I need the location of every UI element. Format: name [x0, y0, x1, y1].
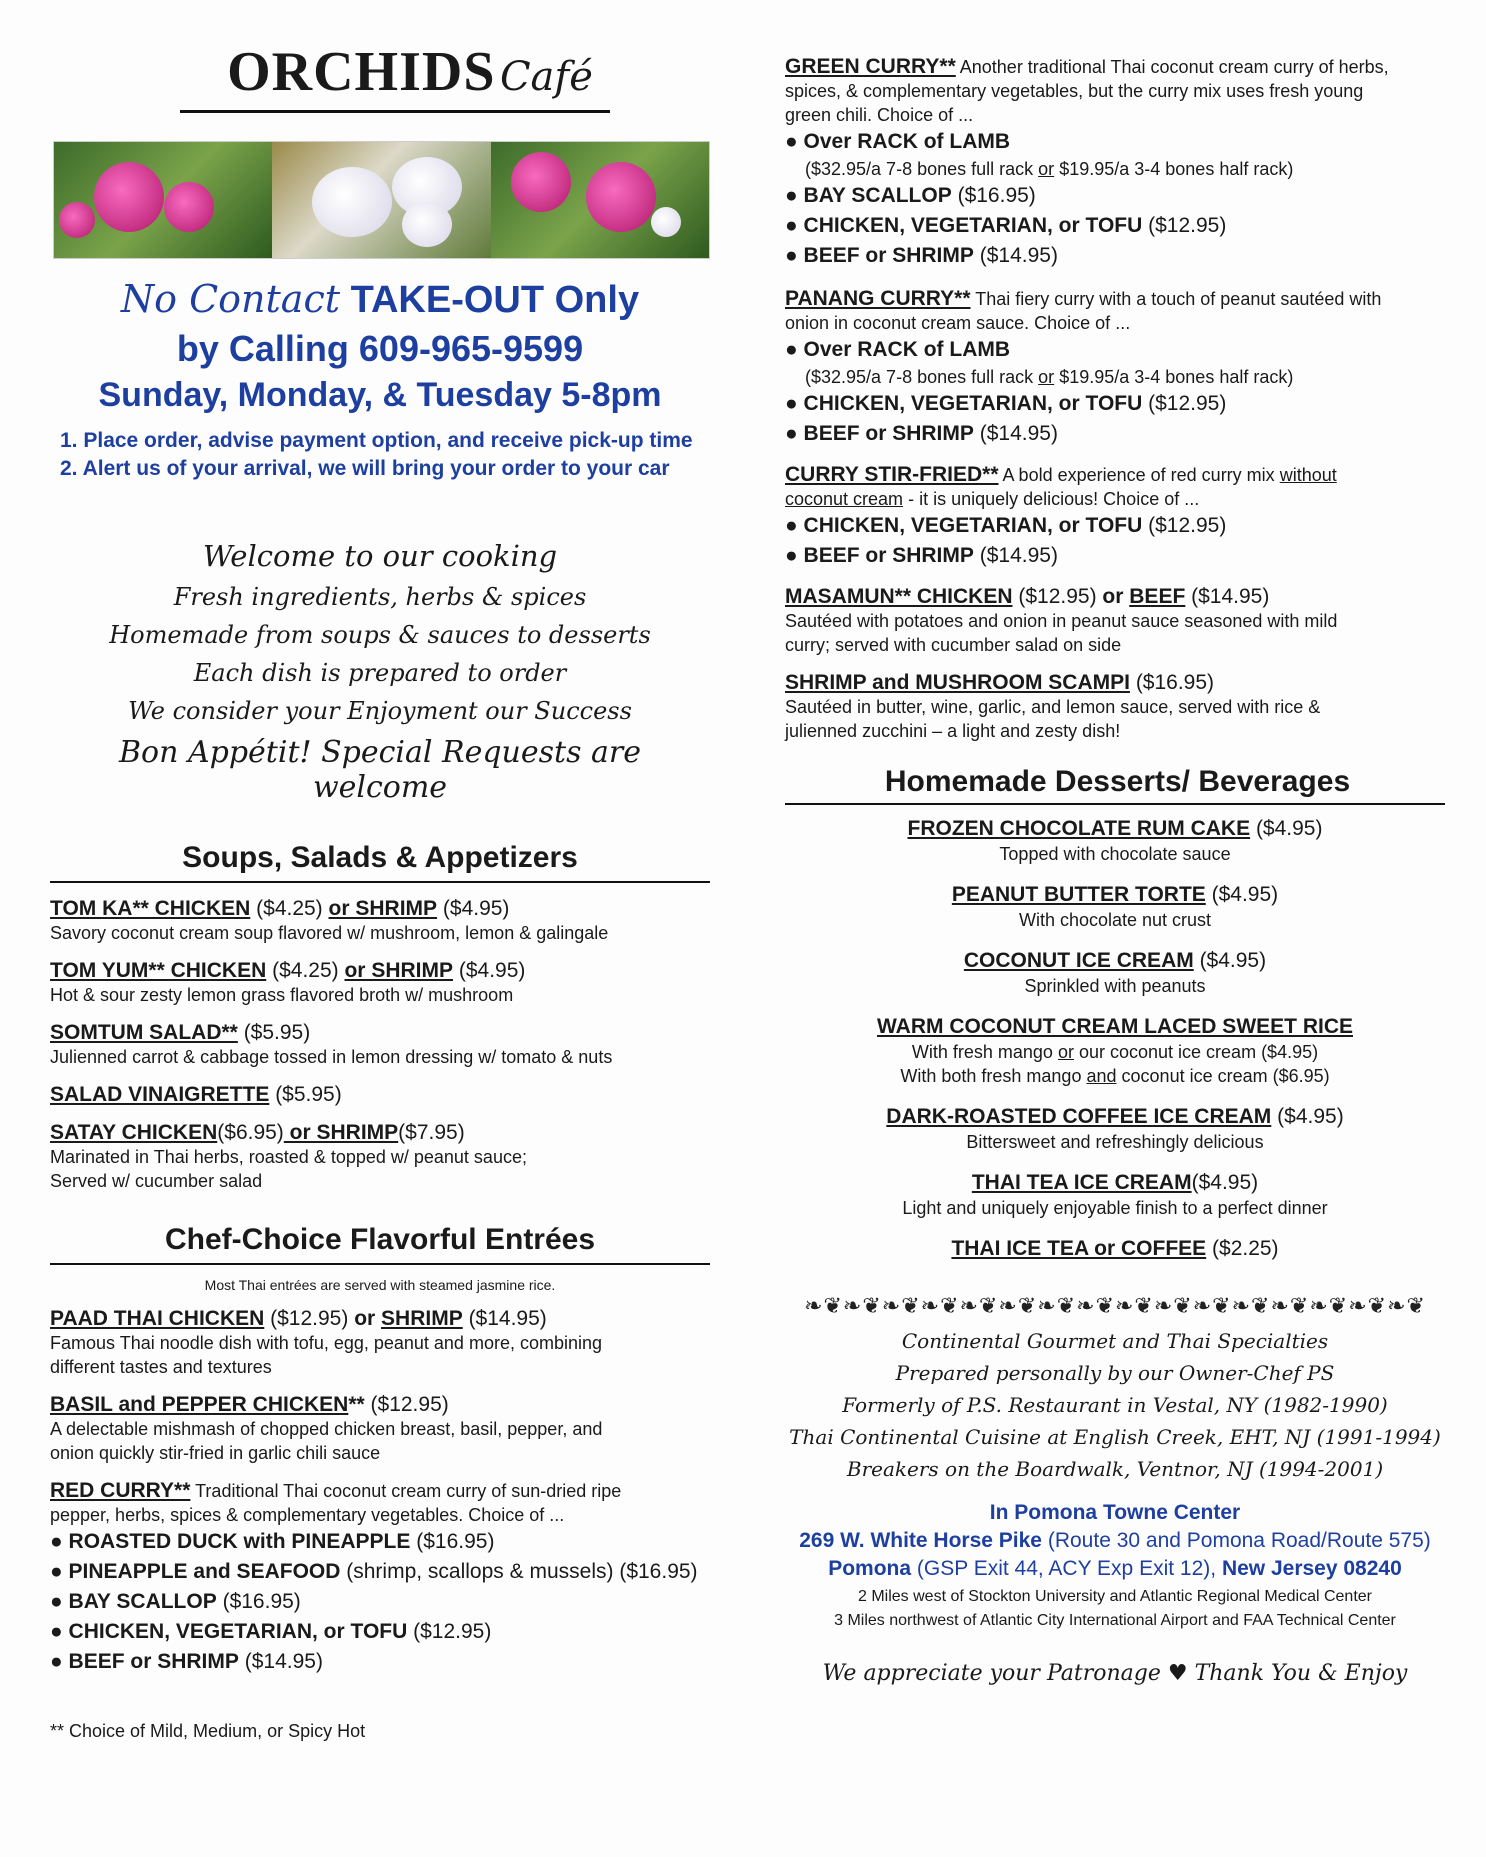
takeout-bold: TAKE-OUT Only [350, 279, 640, 321]
item-desc: With chocolate nut crust [1018, 910, 1212, 930]
item-alt-price: ($4.95) [458, 959, 526, 982]
item-name: BASIL and PEPPER CHICKEN [50, 1393, 349, 1416]
dessert-item [785, 1237, 1445, 1261]
phone-line: by Calling 609-965-9599 [176, 328, 584, 369]
item-name: PAAD THAI CHICKEN [50, 1307, 265, 1330]
note-line: 3 Miles northwest of Atlantic City International Airport and FAA Technical Center [834, 1612, 1396, 1629]
desserts-heading: Homemade Desserts/ Beverages [884, 765, 1351, 798]
address-block [785, 1501, 1445, 1581]
option-item: ● BEEF or SHRIMP ($14.95) [785, 544, 1058, 567]
welcome-line: Each dish is prepared to order [193, 659, 567, 687]
item-name: THAI TEA ICE CREAM [971, 1171, 1192, 1194]
option-item: ● BEEF or SHRIMP ($14.95) [50, 1650, 323, 1673]
item-name: COCONUT ICE CREAM [963, 949, 1194, 972]
item-name: GREEN CURRY** [785, 55, 956, 78]
welcome-line: We consider your Enjoyment our Success [128, 697, 632, 725]
item-name: FROZEN CHOCOLATE RUM CAKE [907, 817, 1251, 840]
option-item: ● PINEAPPLE and SEAFOOD (shrimp, scallops & mussels) ($16.95) [50, 1560, 698, 1583]
item-price: ($4.95) [1193, 949, 1267, 972]
option-item: ● BEEF or SHRIMP ($14.95) [785, 422, 1058, 445]
ornament-divider: ❧❦❧❦❧❦❧❦❧❦❧❦❧❦❧❦❧❦❧❦❧❦❧❦❧❦❧❦❧❦❧❦ [804, 1293, 1426, 1318]
brand-sub: Café [499, 54, 593, 100]
menu-item [50, 1121, 710, 1193]
item-price: ($5.95) [243, 1021, 311, 1044]
item-desc: green chili. Choice of ... [785, 105, 974, 125]
white-orchid-panel [272, 142, 490, 258]
item-desc: Marinated in Thai herbs, roasted & topped w/ peanut sauce; [50, 1147, 527, 1167]
item-alt-price: ($14.95) [468, 1307, 547, 1330]
item-price: ($4.95) [1205, 883, 1279, 906]
step-item: 1. Place order, advise payment option, and receive pick-up time [60, 429, 693, 452]
dessert-item [785, 949, 1445, 997]
option-item: ● BEEF or SHRIMP ($14.95) [785, 244, 1058, 267]
item-desc: Sprinkled with peanuts [1024, 976, 1206, 996]
item-desc: A delectable mishmash of chopped chicken breast, basil, pepper, and [50, 1419, 603, 1439]
item-name: WARM COCONUT CREAM LACED SWEET RICE [877, 1015, 1353, 1038]
welcome-closing: Bon Appétit! Special Requests are welcome [119, 735, 641, 805]
item-name: SHRIMP and MUSHROOM SCAMPI [785, 671, 1130, 694]
right-column [785, 55, 1450, 1686]
history-line: Thai Continental Cuisine at English Creek, EHT, NJ (1991-1994) [789, 1425, 1441, 1449]
menu-item [785, 55, 1450, 271]
menu-item [50, 959, 710, 1007]
orchid-banner-image [53, 141, 710, 259]
item-name: CURRY STIR-FRIED** [785, 463, 999, 486]
step-item: 2. Alert us of your arrival, we will bring your order to your car [60, 457, 670, 480]
menu-item [50, 1083, 710, 1107]
dessert-item [785, 883, 1445, 931]
item-desc-emph: coconut cream [785, 489, 904, 509]
item-price: ($4.95) [1191, 1171, 1259, 1194]
item-alt: SHRIMP [381, 1307, 463, 1330]
menu-item [785, 585, 1450, 657]
entrees-note: Most Thai entrées are served with steamed jasmine rice. [204, 1277, 556, 1293]
section-divider [50, 881, 710, 883]
item-desc: Thai fiery curry with a touch of peanut sautéed with [975, 289, 1382, 309]
item-alt: BEEF [1129, 585, 1186, 608]
option-item: ● CHICKEN, VEGETARIAN, or TOFU ($12.95) [50, 1620, 492, 1643]
item-name: PEANUT BUTTER TORTE [951, 883, 1206, 906]
state-zip: New Jersey 08240 [1221, 1557, 1402, 1580]
item-price: ($6.95) [217, 1121, 284, 1144]
option-item: ● CHICKEN, VEGETARIAN, or TOFU ($12.95) [785, 214, 1227, 237]
item-alt: or SHRIMP [328, 897, 438, 920]
menu-item [785, 463, 1450, 571]
takeout-notice [50, 277, 710, 415]
menu-item [785, 671, 1450, 743]
history-line: Formerly of P.S. Restaurant in Vestal, NY (1982-1990) [842, 1393, 1388, 1417]
item-desc: spices, & complementary vegetables, but the curry mix uses fresh young [785, 81, 1364, 101]
item-name: MASAMUN** CHICKEN [785, 585, 1013, 608]
option-item: ● CHICKEN, VEGETARIAN, or TOFU ($12.95) [785, 514, 1227, 537]
item-price: ($4.25) [256, 897, 323, 920]
item-or: or [354, 1307, 376, 1330]
street-detail: (Route 30 and Pomona Road/Route 575) [1047, 1529, 1431, 1552]
item-stars: ** [348, 1393, 365, 1416]
menu-item [785, 287, 1450, 449]
section-divider [50, 1263, 710, 1265]
item-name: THAI ICE TEA or COFFEE [951, 1237, 1207, 1260]
history-line: Prepared personally by our Owner-Chef PS [895, 1361, 1335, 1385]
item-desc: Savory coconut cream soup flavored w/ mushroom, lemon & galingale [50, 923, 609, 943]
location-name: In Pomona Towne Center [989, 1501, 1241, 1524]
dessert-item [785, 1105, 1445, 1153]
takeout-script: No Contact [120, 277, 341, 321]
item-alt: or SHRIMP [283, 1121, 399, 1144]
menu-item [50, 1479, 710, 1677]
item-desc: onion quickly stir-fried in garlic chili sauce [50, 1443, 381, 1463]
item-name: TOM KA** CHICKEN [50, 897, 251, 920]
item-desc: Bittersweet and refreshingly delicious [966, 1132, 1264, 1152]
item-desc: Light and uniquely enjoyable finish to a perfect dinner [902, 1198, 1328, 1218]
dessert-item [785, 1015, 1445, 1087]
note-line: 2 Miles west of Stockton University and Atlantic Regional Medical Center [857, 1588, 1372, 1605]
heart-icon: ♥ [1167, 1661, 1188, 1686]
item-desc: Topped with chocolate sauce [999, 844, 1231, 864]
city: Pomona [828, 1557, 912, 1580]
item-desc: Sautéed with potatoes and onion in peanut sauce seasoned with mild [785, 611, 1338, 631]
history-line: Breakers on the Boardwalk, Ventnor, NJ (1994-2001) [846, 1457, 1384, 1481]
item-desc-emph: without [1279, 465, 1337, 485]
item-price: ($4.95) [1277, 1105, 1344, 1128]
spice-footnote: ** Choice of Mild, Medium, or Spicy Hot [50, 1721, 366, 1741]
brand-underline [180, 110, 610, 113]
option-detail: ($32.95/a 7-8 bones full rack or $19.95/a 3-4 bones half rack) [805, 367, 1294, 387]
item-price: ($4.95) [1255, 817, 1323, 840]
street: 269 W. White Horse Pike [799, 1529, 1042, 1552]
item-alt-price: ($4.95) [442, 897, 510, 920]
welcome-line: Homemade from soups & sauces to desserts [109, 621, 651, 649]
brand-name: ORCHIDS [227, 41, 496, 103]
item-price: ($12.95) [1018, 585, 1097, 608]
menu-item [50, 1021, 710, 1069]
item-alt: or SHRIMP [344, 959, 453, 982]
item-desc: Traditional Thai coconut cream curry of sun-dried ripe [195, 1481, 622, 1501]
item-desc: Sautéed in butter, wine, garlic, and lemon sauce, served with rice & [785, 697, 1321, 717]
item-name: DARK-ROASTED COFFEE ICE CREAM [886, 1105, 1272, 1128]
item-name: SATAY CHICKEN [50, 1121, 218, 1144]
option-detail: ($32.95/a 7-8 bones full rack or $19.95/a 3-4 bones half rack) [805, 159, 1294, 179]
item-alt-price: ($7.95) [398, 1121, 465, 1144]
section-divider [785, 803, 1445, 805]
option-item: ● BAY SCALLOP ($16.95) [785, 184, 1036, 207]
option-item: ● Over RACK of LAMB [785, 338, 1011, 361]
item-price: ($4.25) [272, 959, 339, 982]
dessert-item [785, 1171, 1445, 1219]
item-price: ($12.95) [370, 1393, 449, 1416]
order-steps [60, 429, 710, 481]
item-desc: A bold experience of red curry mix [1002, 465, 1275, 485]
option-item: ● ROASTED DUCK with PINEAPPLE ($16.95) [50, 1530, 495, 1553]
item-desc: Hot & sour zesty lemon grass flavored broth w/ mushroom [50, 985, 514, 1005]
item-or: or [1102, 585, 1124, 608]
item-desc: Another traditional Thai coconut cream curry of herbs, [959, 57, 1389, 77]
item-name: RED CURRY** [50, 1479, 191, 1502]
option-item: ● BAY SCALLOP ($16.95) [50, 1590, 301, 1613]
item-name: PANANG CURRY** [785, 287, 971, 310]
entrees-heading: Chef-Choice Flavorful Entrées [164, 1223, 596, 1256]
item-desc: - it is uniquely delicious! Choice of ... [908, 489, 1200, 509]
welcome-line: Fresh ingredients, herbs & spices [173, 583, 587, 611]
item-alt-price: ($14.95) [1191, 585, 1270, 608]
chef-history [785, 1325, 1445, 1485]
directions-notes [785, 1585, 1445, 1633]
item-desc: julienned zucchini – a light and zesty dish! [785, 721, 1121, 741]
soups-heading: Soups, Salads & Appetizers [182, 841, 578, 874]
item-name: SOMTUM SALAD** [50, 1021, 238, 1044]
hours-line: Sunday, Monday, & Tuesday 5-8pm [98, 376, 662, 414]
menu-item [50, 897, 710, 945]
item-desc: curry; served with cucumber salad on side [785, 635, 1122, 655]
item-desc: Julienned carrot & cabbage tossed in lemon dressing w/ tomato & nuts [50, 1047, 613, 1067]
item-desc: Served w/ cucumber salad [50, 1171, 263, 1191]
pink-orchid-panel [54, 142, 272, 258]
thanks-line: We appreciate your Patronage ♥ Thank You & Enjoy [822, 1661, 1408, 1686]
item-price: ($2.25) [1212, 1237, 1279, 1260]
item-desc: pepper, herbs, spices & complementary vegetables. Choice of ... [50, 1505, 565, 1525]
option-item: ● Over RACK of LAMB [785, 130, 1011, 153]
item-price: ($16.95) [1135, 671, 1215, 694]
welcome-block [50, 539, 710, 805]
item-desc: With fresh mango or our coconut ice cream ($4.95) [911, 1042, 1319, 1062]
history-line: Continental Gourmet and Thai Specialties [901, 1329, 1329, 1353]
dessert-item [785, 817, 1445, 865]
item-desc: Famous Thai noodle dish with tofu, egg, peanut and more, combining [50, 1333, 603, 1353]
city-detail: (GSP Exit 44, ACY Exp Exit 12), [916, 1557, 1217, 1580]
item-desc: With both fresh mango and coconut ice cream ($6.95) [900, 1066, 1330, 1086]
menu-item [50, 1393, 710, 1465]
menu-item [50, 1307, 710, 1379]
left-column [50, 40, 710, 1742]
magenta-orchid-panel [491, 142, 709, 258]
item-desc: onion in coconut cream sauce. Choice of ... [785, 313, 1131, 333]
option-item: ● CHICKEN, VEGETARIAN, or TOFU ($12.95) [785, 392, 1227, 415]
welcome-title: Welcome to our cooking [202, 539, 558, 573]
item-price: ($12.95) [270, 1307, 349, 1330]
brand-logo [180, 40, 640, 104]
item-name: TOM YUM** CHICKEN [50, 959, 267, 982]
item-desc: different tastes and textures [50, 1357, 272, 1377]
item-name: SALAD VINAIGRETTE [50, 1083, 270, 1106]
item-price: ($5.95) [275, 1083, 342, 1106]
